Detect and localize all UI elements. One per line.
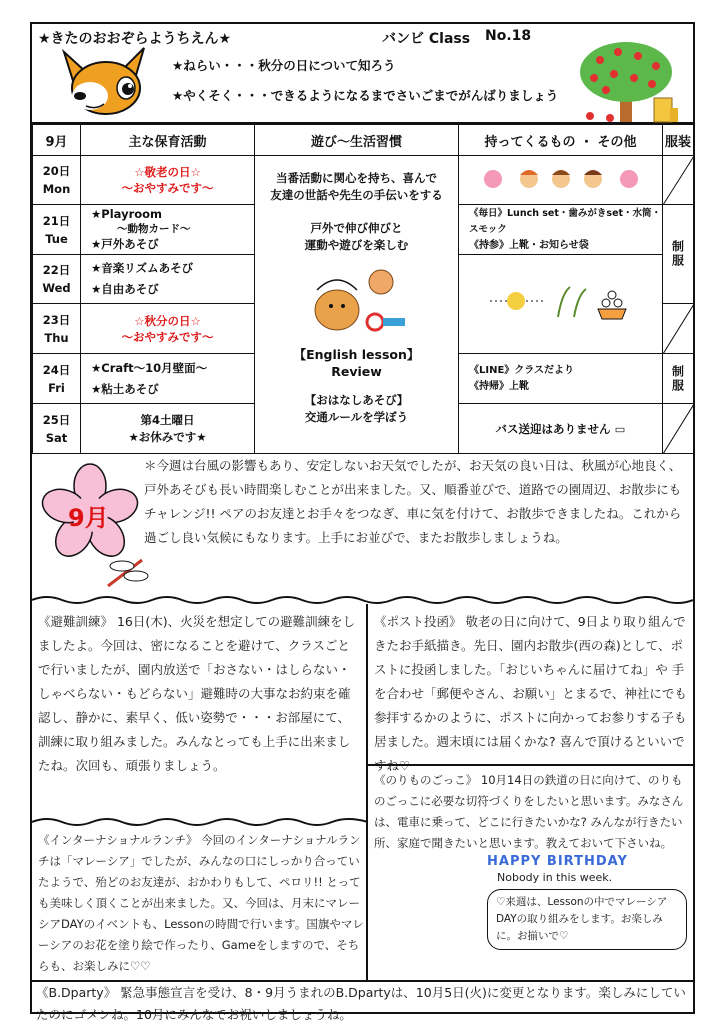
take-home-items: 《持帰》上靴 bbox=[469, 380, 529, 392]
row-divider bbox=[368, 764, 693, 766]
deer-mascot-icon bbox=[56, 44, 156, 116]
children-playing-icon bbox=[297, 260, 417, 342]
bring-items: 《持参》上靴・お知らせ袋 bbox=[469, 239, 589, 251]
month-header: 9月 bbox=[33, 125, 81, 156]
items-header: 持ってくるもの ・ その他 bbox=[459, 125, 663, 156]
activity-cell: ★Craft～10月壁面～ ★粘土あそび bbox=[81, 354, 255, 404]
english-lesson-sub: Review bbox=[331, 364, 382, 379]
play-habits-cell bbox=[255, 156, 459, 454]
bus-notice-cell bbox=[459, 404, 663, 454]
play-habit-1a: 当番活動に関心を持ち、喜んで bbox=[276, 171, 437, 185]
day-cell: 24日 Fri bbox=[33, 354, 81, 404]
uniform-cell bbox=[663, 304, 694, 354]
activity-cell: 第4土曜日 ★お休みです★ bbox=[81, 404, 255, 454]
month-badge: 9月 bbox=[68, 504, 109, 532]
train-play-note: 《のりものごっこ》 10月14日の鉄道の日に向けて、のりものごっこに必要な切符づくりをしたいと思います。みなさんは、電車に乗って、どこに行きたいかな? みんなが行きたい所、家庭で聞きたいと思います。教えておいて下さいね。 bbox=[374, 773, 684, 850]
column-divider bbox=[366, 764, 368, 982]
items-cell bbox=[459, 205, 663, 255]
school-name: ★きたのおおぞらようちえん★ bbox=[38, 31, 232, 47]
day-cell: 23日 Thu bbox=[33, 304, 81, 354]
weekly-notes bbox=[32, 454, 693, 1022]
schedule-row bbox=[33, 156, 694, 205]
birthday-card bbox=[487, 854, 687, 982]
weekly-summary-text: ＊今週は台風の影響もあり、安定しないお天気でしたが、お天気の良い日は、秋風が心地良く、戸外あそびも長い時間楽しむことが出来ました。又、順番並びで、道路での園周辺、お散歩にもチャレンジ!! ペアのお友達とお手々をつなぎ、車に気を付けて、お散歩できましたね。これから過ごし良い気候にもなります。上手にお並びで、またお散歩しましょうね。 bbox=[144, 458, 682, 545]
header bbox=[32, 24, 693, 124]
moon-viewing-icon bbox=[486, 283, 636, 323]
activities-header: 主な保育活動 bbox=[81, 125, 255, 156]
day-cell: 25日 Sat bbox=[33, 404, 81, 454]
birthday-none: Nobody in this week. bbox=[497, 871, 613, 884]
uniform-cell: 制服 bbox=[663, 354, 694, 404]
uniform-cell: 制服 bbox=[663, 205, 694, 304]
flowers-and-children-icon bbox=[481, 165, 641, 193]
day-cell: 20日 Mon bbox=[33, 156, 81, 205]
line-notice: 《LINE》クラスだより bbox=[469, 364, 574, 376]
activity-cell: ☆秋分の日☆ ～おやすみです～ bbox=[81, 304, 255, 354]
story-play-sub: 交通ルールを学ぼう bbox=[304, 410, 409, 424]
uniform-cell bbox=[663, 156, 694, 205]
activity-cell: ★Playroom ～動物カード～ ★戸外あそび bbox=[81, 205, 255, 255]
day-cell: 22日 Wed bbox=[33, 255, 81, 304]
newsletter-page bbox=[30, 22, 695, 1022]
play-habit-1b: 友達の世話や先生の手伝いをする bbox=[270, 188, 443, 202]
international-lunch-note: 《インターナショナルランチ》 今回のインターナショナルランチは「マレーシア」でしたが、みんなの口にしっかり合っていたようで、殆どのお友達が、おかわりもして、ペロリ!! とっても美味しく頂くことが出来ました。又、今回は、月末にマレーシアDAYのイベントも、Lessonの時間で行います。国旗やマレーシアのお花を塗り絵で作ったり、Gameをしますので、そちらも、お楽しみに♡♡ bbox=[38, 833, 364, 973]
activity-cell: ★音楽リズムあそび ★自由あそび bbox=[81, 255, 255, 304]
wavy-divider bbox=[32, 594, 693, 606]
items-cell-moon bbox=[459, 255, 663, 354]
activity-cell: ☆敬老の日☆ ～おやすみです～ bbox=[81, 156, 255, 205]
day-cell: 21日 Tue bbox=[33, 205, 81, 255]
aim-text: ★ねらい・・・秋分の日について知ろう bbox=[172, 58, 396, 73]
promise-text: ★やくそく・・・できるようになるまでさいごまでがんばりましょう bbox=[172, 88, 559, 103]
play-habit-2a: 戸外で伸び伸びと bbox=[310, 221, 403, 235]
uniform-header: 服装 bbox=[663, 125, 694, 156]
play-habit-2b: 運動や遊びを楽しむ bbox=[304, 238, 409, 252]
weekly-schedule-table bbox=[32, 124, 694, 454]
daily-items: 《毎日》Lunch set・歯みがきset・水筒・スモック bbox=[469, 207, 662, 235]
uniform-cell bbox=[663, 404, 694, 454]
evacuation-drill-note: 《避難訓練》 16日(木)、火災を想定しての避難訓練をしましたよ。今回は、密になることを避けて、クラスごとで行いましたが、園内放送で「おさない・はしらない・しゃべらない・もどらない」避難時の大事なお約束を確認し、静かに、素早く、低い姿勢で・・・お部屋にて、訓練に取り組みました。みんなとっても上手に出来ましたね。次回も、頑張りましょう。 bbox=[38, 614, 356, 773]
items-cell bbox=[459, 354, 663, 404]
class-name: バンビ Class bbox=[382, 31, 471, 47]
bus-icon: ▭ bbox=[614, 421, 626, 436]
english-lesson-title: 【English lesson】 bbox=[293, 347, 420, 362]
birthday-party-note: 《B.Dparty》 緊急事態宣言を受け、8・9月うまれのB.Dpartyは、10月5日(火)に変更となります。楽しみにしていたのにゴメンね。10月にみんなでお祝いしましょうね。 bbox=[36, 985, 686, 1022]
birthday-title: HAPPY BIRTHDAY bbox=[487, 854, 628, 869]
birthday-message: ♡来週は、Lessonの中でマレーシアDAYの取り組みをします。お楽しみに。お揃いで♡ bbox=[487, 889, 687, 950]
story-play-title: 【おはなしあそび】 bbox=[304, 393, 409, 407]
issue-number: No.18 bbox=[485, 28, 532, 44]
items-cell-flowers bbox=[459, 156, 663, 205]
post-card-note: 《ポスト投函》 敬老の日に向けて、9日より取り組んできたお手紙描き。先日、園内お散歩(西の森)として、ポストに投函しました。「おじいちゃんに届けてね」や 手を合わせ「郵便やさん、お願い」とまるで、神社にでも参拝するかのように、ポストに向かってお参りする子も居ました。週末頃には届くかな? 喜んで頂けるといいで bbox=[374, 614, 687, 749]
apple-tree-icon bbox=[570, 38, 680, 124]
bus-notice: バス送迎はありません bbox=[495, 421, 611, 436]
dragonfly-icon bbox=[102, 552, 152, 592]
wavy-divider bbox=[32, 816, 368, 828]
play-habits-header: 遊び～生活習慣 bbox=[255, 125, 459, 156]
